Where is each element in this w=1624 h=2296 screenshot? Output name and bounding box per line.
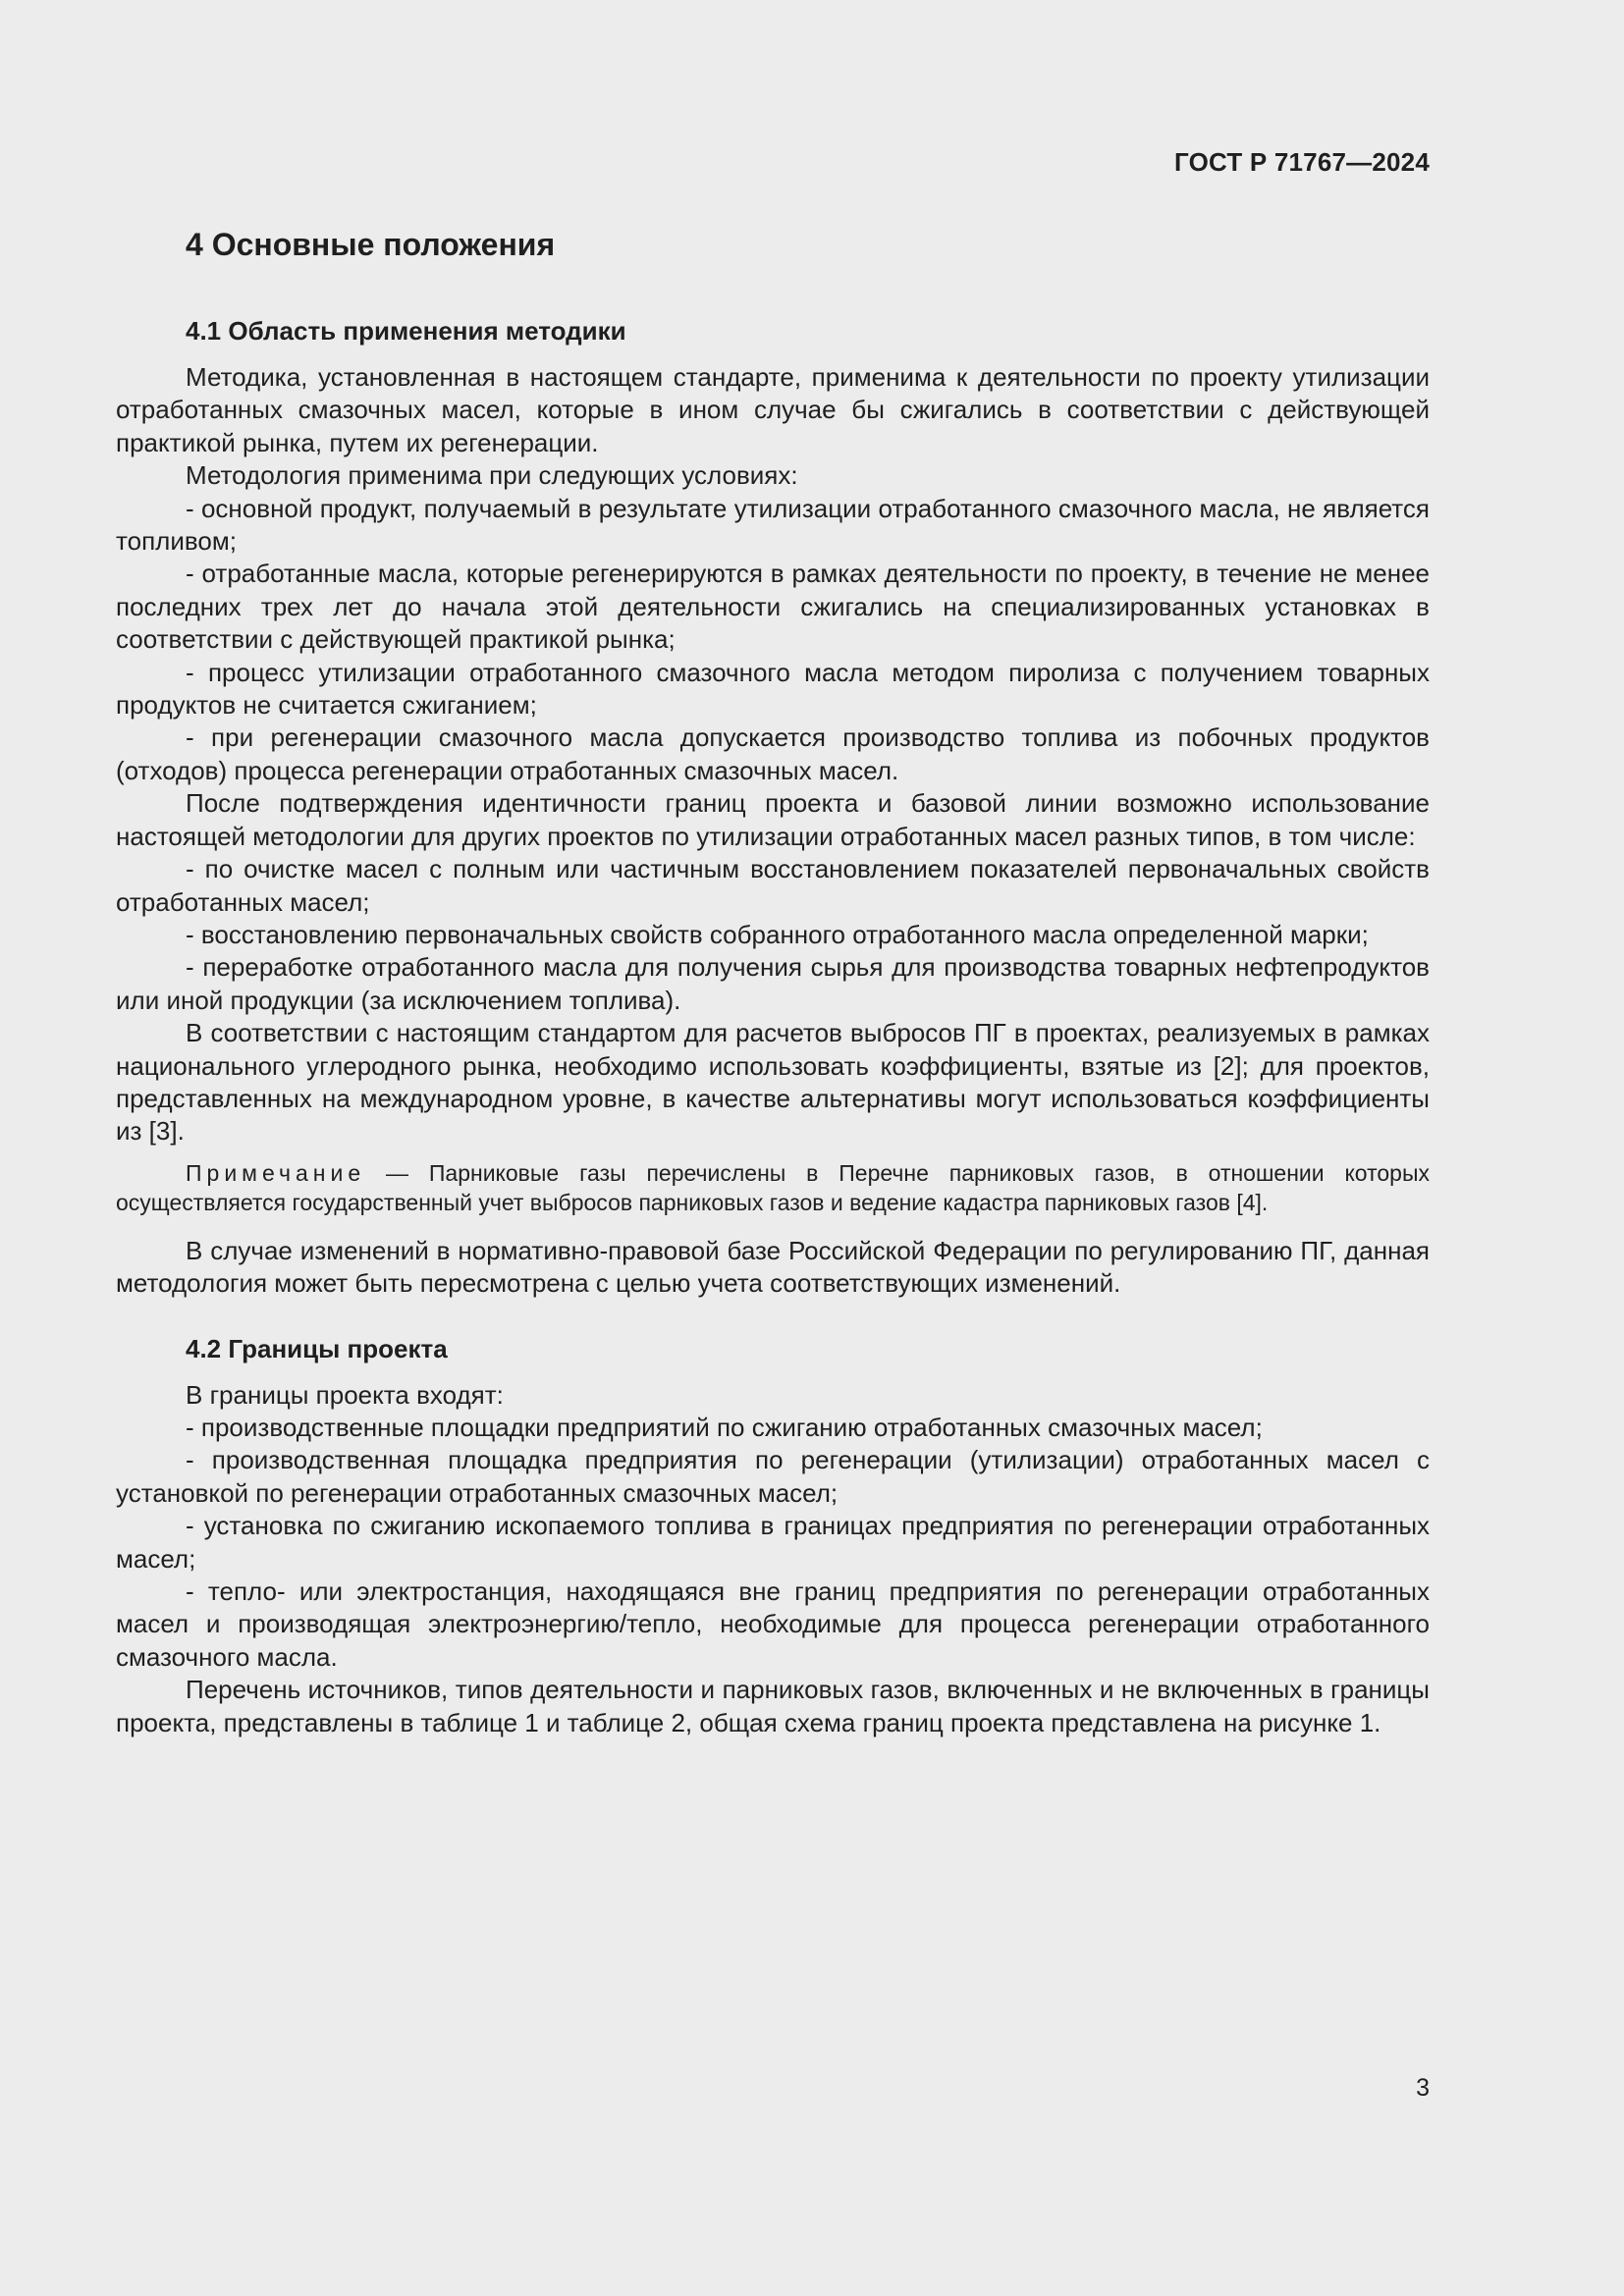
list-item: - при регенерации смазочного масла допускается производство топлива из побочных продуктов (отходов) процесса регенерации отработанных смазочных масел.	[116, 722, 1430, 785]
paragraph: Методика, установленная в настоящем стандарте, применима к деятельности по проекту утилизации отработанных смазочных масел, которые в ином случае бы сжигались в соответствии с действующей практикой рынка, путем их регенерации.	[116, 362, 1430, 457]
list-item: - тепло- или электростанция, находящаяся вне границ предприятия по регенерации отработанных масел и производящая электроэнергию/тепло, необходимые для процесса регенерации отработанного смазочного масла.	[116, 1576, 1430, 1672]
subsection-title-4-1: 4.1 Область применения методики	[186, 316, 626, 346]
paragraph: Перечень источников, типов деятельности и парниковых газов, включенных и не включенных в границы проекта, представлены в таблице 1 и таблице 2, общая схема границ проекта представлена на рисунке 1.	[116, 1675, 1430, 1737]
list-item: - производственные площадки предприятий по сжиганию отработанных смазочных масел;	[186, 1412, 1263, 1442]
subsection-title-4-2: 4.2 Границы проекта	[186, 1333, 448, 1363]
section-title: 4 Основные положения	[186, 227, 556, 262]
document-code: ГОСТ Р 71767—2024	[1174, 147, 1430, 177]
list-item: - производственная площадка предприятия по регенерации (утилизации) отработанных масел с установкой по регенерации отработанных смазочных масел;	[116, 1445, 1430, 1508]
list-item: - установка по сжиганию ископаемого топлива в границах предприятия по регенерации отработанных масел;	[116, 1511, 1430, 1574]
note-label: Примечание	[186, 1159, 366, 1186]
list-item: - по очистке масел с полным или частичным восстановлением показателей первоначальных свойств отработанных масел;	[116, 854, 1430, 917]
page-content	[116, 224, 1430, 1739]
list-item: - процесс утилизации отработанного смазочного масла методом пиролиза с получением товарных продуктов не считается сжиганием;	[116, 657, 1430, 721]
paragraph: В границы проекта входят:	[186, 1379, 504, 1410]
list-item: - основной продукт, получаемый в результате утилизации отработанного смазочного масла, не является топливом;	[116, 493, 1430, 557]
note	[116, 1158, 1430, 1217]
list-item: - отработанные масла, которые регенерируются в рамках деятельности по проекту, в течение не менее последних трех лет до начала этой деятельности сжигались на специализированных установках в соответствии с действующей практикой рынка;	[116, 559, 1430, 655]
note-text: — Парниковые газы перечислены в Перечне парниковых газов, в отношении которых осуществляется государственный учет выбросов парниковых газов и ведение кадастра парниковых газов [4].	[116, 1159, 1430, 1215]
list-item: - восстановлению первоначальных свойств собранного отработанного масла определенной марки;	[186, 919, 1369, 949]
paragraph: Методология применима при следующих условиях:	[186, 460, 798, 491]
paragraph: После подтверждения идентичности границ проекта и базовой линии возможно использование настоящей методологии для других проектов по утилизации отработанных масел разных типов, в том числе:	[116, 788, 1430, 851]
page-number: 3	[1416, 2074, 1430, 2102]
paragraph: В соответствии с настоящим стандартом для расчетов выбросов ПГ в проектах, реализуемых в рамках национального углеродного рынка, необходимо использовать коэффициенты, взятые из [2]; для проектов, представленных на международном уровне, в качестве альтернативы могут использоваться коэффициенты из [3].	[116, 1018, 1430, 1147]
list-item: - переработке отработанного масла для получения сырья для производства товарных нефтепродуктов или иной продукции (за исключением топлива).	[116, 952, 1430, 1015]
paragraph: В случае изменений в нормативно-правовой базе Российской Федерации по регулированию ПГ, данная методология может быть пересмотрена с целью учета соответствующих изменений.	[116, 1235, 1430, 1299]
